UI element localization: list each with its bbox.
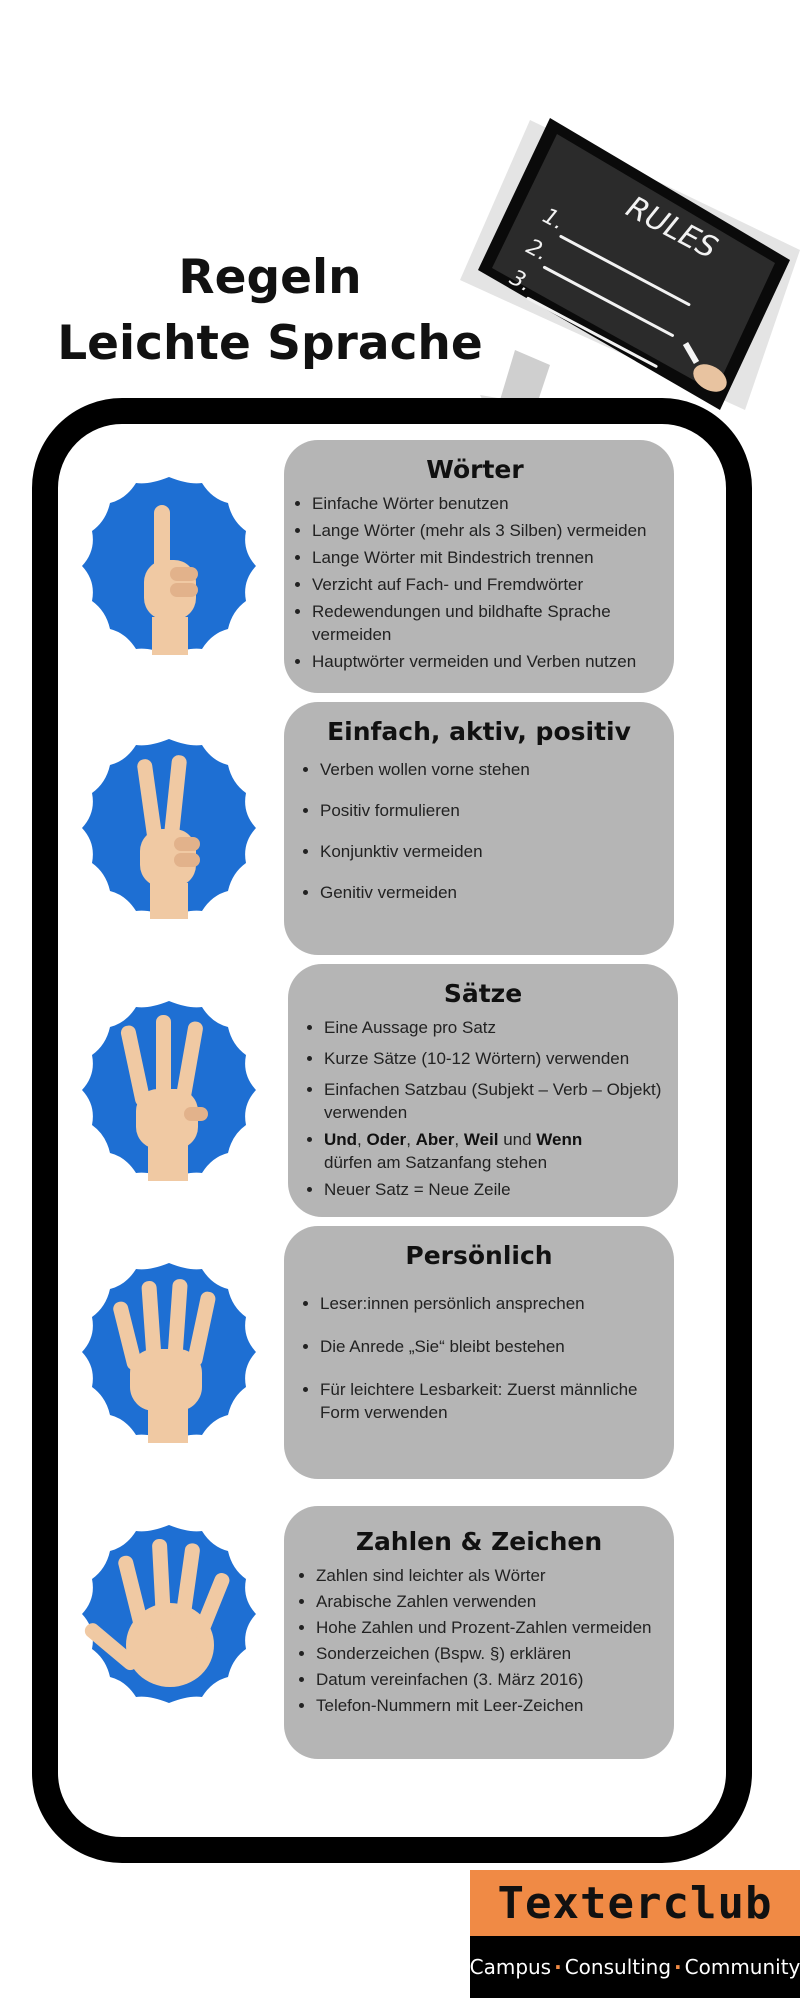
title-line-1: Regeln <box>178 250 362 305</box>
hand-four-fingers-icon <box>78 1261 260 1443</box>
texterclub-logo[interactable] <box>470 1870 800 1998</box>
rule-item: • Kurze Sätze (10-12 Wörtern) verwenden <box>324 1047 668 1070</box>
section-heading: Persönlich <box>405 1241 553 1270</box>
logo-name: Texterclub <box>497 1877 773 1929</box>
tagline-consulting: Consulting <box>564 1955 672 1979</box>
section-heading: Zahlen & Zeichen <box>355 1527 603 1556</box>
rule-item: • Einfachen Satzbau (Subjekt – Verb – Objekt) verwenden <box>324 1078 668 1124</box>
rule-item: • Zahlen sind leichter als Wörter <box>316 1564 664 1587</box>
chalkboard-number-2: 2. <box>521 234 553 267</box>
section-card-zahlen-zeichen <box>284 1506 674 1759</box>
rule-item: • Neuer Satz = Neue Zeile <box>324 1178 668 1201</box>
title-line-2: Leichte Sprache <box>57 316 483 371</box>
rule-item: • Für leichtere Lesbarkeit: Zuerst männliche Form verwenden <box>320 1378 664 1424</box>
rule-item: • Konjunktiv vermeiden <box>320 840 664 863</box>
chalkboard-heading: RULES <box>620 189 723 267</box>
rule-list <box>294 1564 664 1717</box>
rule-item: • Hauptwörter vermeiden und Verben nutzen <box>312 650 664 673</box>
hand-three-fingers-icon <box>78 999 260 1181</box>
section-card-saetze <box>288 964 678 1217</box>
rule-item: • Arabische Zahlen verwenden <box>316 1590 664 1613</box>
chalkboard-number-3: 3. <box>505 265 536 298</box>
chalkboard-number-1: 1. <box>538 203 569 236</box>
section-heading: Wörter <box>426 455 524 484</box>
rule-item: • Leser:innen persönlich ansprechen <box>320 1292 664 1315</box>
monitor-illustration <box>420 110 800 440</box>
rule-item: • Die Anrede „Sie“ bleibt bestehen <box>320 1335 664 1358</box>
hand-two-fingers-icon <box>78 737 260 919</box>
rule-item: • Redewendungen und bildhafte Sprache vermeiden <box>312 600 664 646</box>
section-heading: Einfach, aktiv, positiv <box>327 717 631 746</box>
rule-item: • Genitiv vermeiden <box>320 881 664 904</box>
rule-list <box>294 1278 664 1424</box>
rule-item: • Positiv formulieren <box>320 799 664 822</box>
logo-tagline <box>470 1936 800 1998</box>
tagline-community: Community <box>684 1955 800 1979</box>
rule-item: • Lange Wörter (mehr als 3 Silben) vermeiden <box>312 519 664 542</box>
tagline-separator: · <box>674 1955 682 1979</box>
rule-list <box>294 754 664 904</box>
tagline-separator: · <box>554 1955 562 1979</box>
section-card-woerter <box>284 440 674 693</box>
rule-item-conjunctions: • Und, Oder, Aber, Weil und Wenn dürfen am Satzanfang stehen <box>324 1128 668 1174</box>
hand-one-finger-icon <box>78 475 260 657</box>
rule-item: • Einfache Wörter benutzen <box>312 492 664 515</box>
rule-item: • Hohe Zahlen und Prozent-Zahlen vermeiden <box>316 1616 664 1639</box>
section-card-persoenlich <box>284 1226 674 1479</box>
section-heading: Sätze <box>443 979 523 1008</box>
hand-five-fingers-icon <box>78 1523 260 1705</box>
logo-wordmark-area <box>470 1870 800 1936</box>
rule-list <box>286 492 664 673</box>
section-card-einfach-aktiv-positiv <box>284 702 674 955</box>
tagline-campus: Campus <box>469 1955 552 1979</box>
rule-item: • Verben wollen vorne stehen <box>320 758 664 781</box>
rule-list <box>298 1016 668 1201</box>
rule-item: • Sonderzeichen (Bspw. §) erklären <box>316 1642 664 1665</box>
rule-item: • Lange Wörter mit Bindestrich trennen <box>312 546 664 569</box>
rule-item: • Telefon-Nummern mit Leer-Zeichen <box>316 1694 664 1717</box>
rule-item: • Verzicht auf Fach- und Fremdwörter <box>312 573 664 596</box>
rule-item: • Eine Aussage pro Satz <box>324 1016 668 1039</box>
rule-item: • Datum vereinfachen (3. März 2016) <box>316 1668 664 1691</box>
